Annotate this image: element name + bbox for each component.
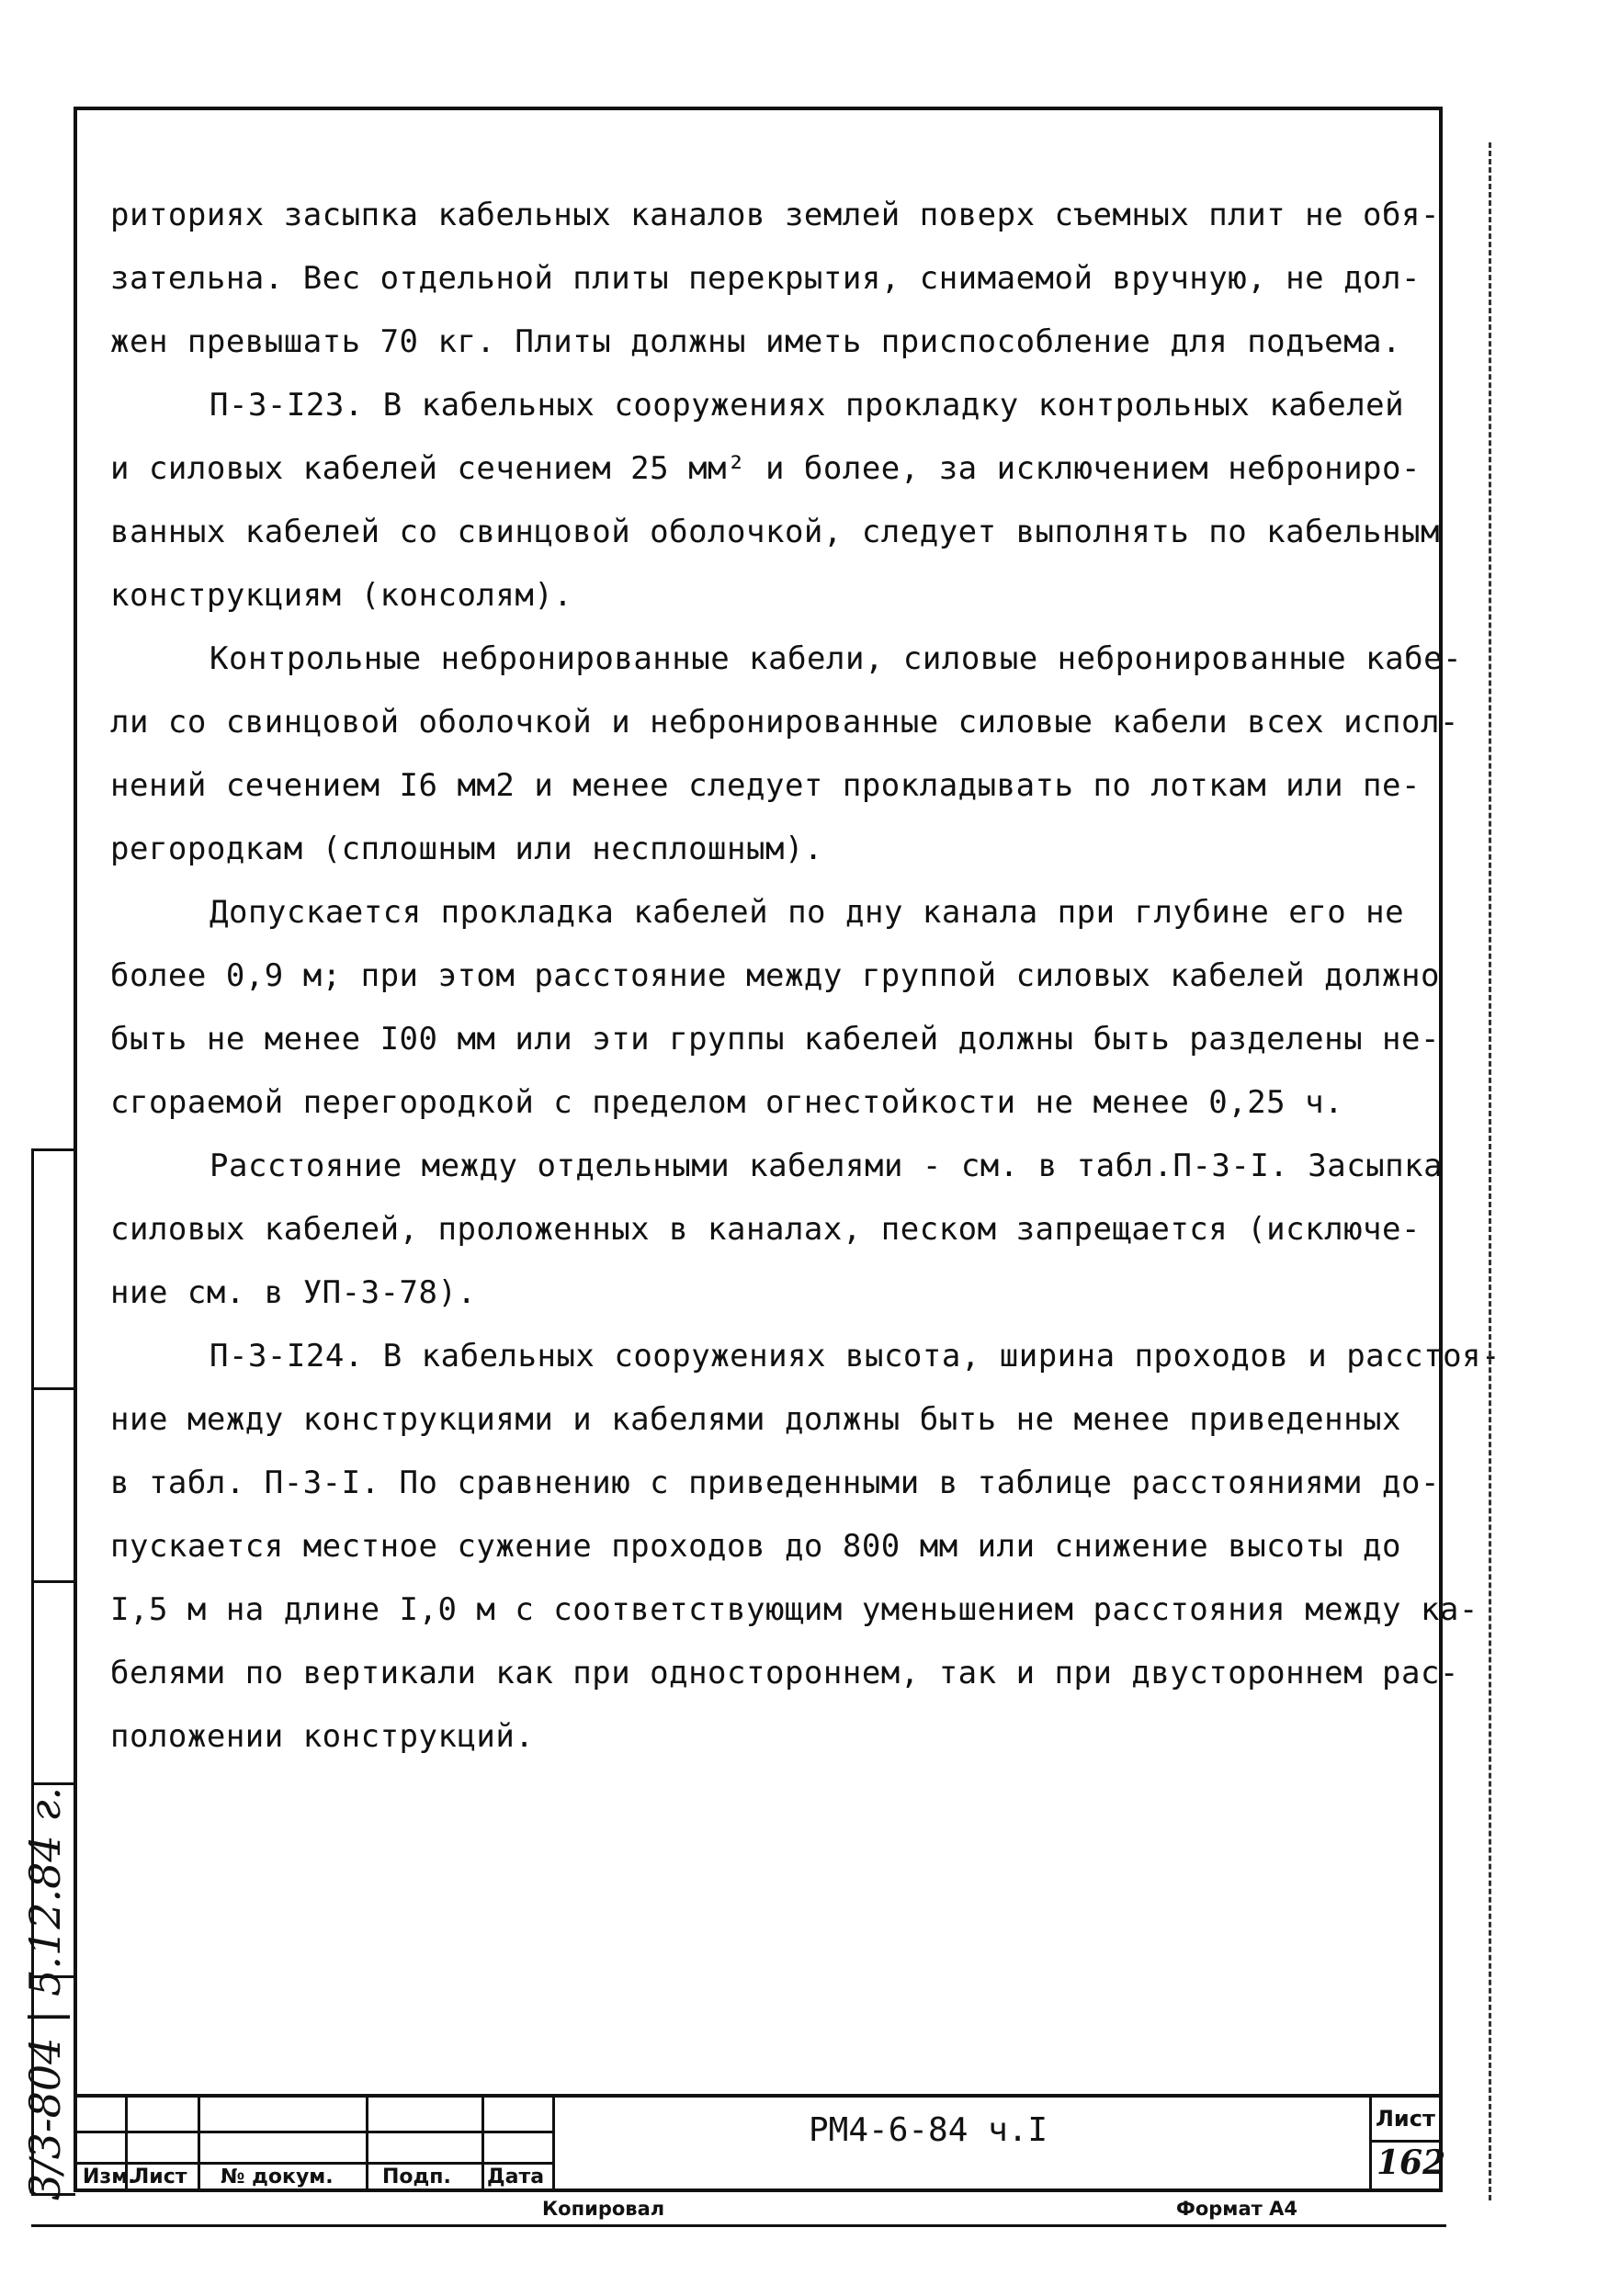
- text-line: зательна. Вес отдельной плиты перекрытия, снимаемой вручную, не дол-: [110, 260, 1421, 297]
- sheet-number: 162: [1376, 2143, 1446, 2182]
- text-line: П-3-I23. В кабельных сооружениях прокладку контрольных кабелей: [210, 387, 1405, 424]
- text-line: ванных кабелей со свинцовой оболочкой, следует выполнять по кабельным: [110, 514, 1440, 550]
- tb-row-line: [74, 2131, 552, 2133]
- text-line: положении конструкций.: [110, 1718, 535, 1755]
- tb-col-doc-no: № докум.: [221, 2166, 334, 2189]
- tb-divider: [366, 2098, 368, 2192]
- margin-stamp: 3/3-804 | 5.12.84 г.: [20, 1786, 70, 2200]
- title-block: [74, 2094, 1446, 2192]
- tb-divider: [481, 2098, 484, 2192]
- text-line: ли со свинцовой оболочкой и небронированные силовые кабели всех испол-: [110, 704, 1459, 741]
- text-line: белями по вертикали как при одностороннем, так и при двустороннем рас-: [110, 1655, 1459, 1691]
- text-line: быть не менее I00 мм или эти группы кабелей должны быть разделены не-: [110, 1021, 1440, 1058]
- text-line: П-3-I24. В кабельных сооружениях высота, ширина проходов и расстоя-: [210, 1338, 1501, 1374]
- text-line: силовых кабелей, проложенных в каналах, песком запрещается (исключе-: [110, 1211, 1421, 1248]
- tb-col-signature: Подп.: [382, 2166, 451, 2189]
- tb-divider: [198, 2098, 200, 2192]
- bottom-rule: [31, 2224, 1446, 2227]
- tb-divider: [1369, 2098, 1372, 2192]
- text-line: I,5 м на длине I,0 м с соответствующим уменьшением расстояния между ка-: [110, 1591, 1478, 1628]
- cut-line: [1489, 142, 1491, 2200]
- text-line: конструкциям (консолям).: [110, 577, 573, 614]
- document-number: РМ4-6-84 ч.I: [809, 2111, 1048, 2149]
- tb-row-line: [1369, 2140, 1443, 2143]
- margin-divider: [31, 1782, 75, 1785]
- tb-col-date: Дата: [487, 2166, 545, 2189]
- text-line: нений сечением I6 мм2 и менее следует прокладывать по лоткам или пе-: [110, 767, 1421, 804]
- body-text: [110, 184, 1501, 1769]
- margin-divider: [31, 1580, 75, 1583]
- text-line: регородкам (сплошным или несплошным).: [110, 831, 823, 867]
- footer-copied: Копировал: [542, 2198, 665, 2220]
- footer-format: Формат А4: [1176, 2198, 1297, 2220]
- text-line: пускается местное сужение проходов до 800 мм или снижение высоты до: [110, 1528, 1401, 1565]
- tb-row-line: [74, 2162, 552, 2165]
- text-line: сгораемой перегородкой с пределом огнестойкости не менее 0,25 ч.: [110, 1084, 1344, 1121]
- text-line: и силовых кабелей сечением 25 мм² и более, за исключением неброниро-: [110, 450, 1421, 487]
- text-line: Допускается прокладка кабелей по дну канала при глубине его не: [210, 894, 1405, 931]
- text-line: риториях засыпка кабельных каналов землей поверх съемных плит не обя-: [110, 197, 1440, 233]
- text-line: жен превышать 70 кг. Плиты должны иметь приспособление для подъема.: [110, 323, 1401, 360]
- text-line: Расстояние между отдельными кабелями - см. в табл.П-3-I. Засыпка: [210, 1148, 1444, 1184]
- text-line: в табл. П-3-I. По сравнению с приведенными в таблице расстояниями до-: [110, 1465, 1440, 1501]
- sheet-label: Лист: [1376, 2106, 1435, 2132]
- text-line: более 0,9 м; при этом расстояние между группой силовых кабелей должно: [110, 957, 1440, 994]
- text-line: ние см. в УП-3-78).: [110, 1274, 477, 1311]
- tb-col-change: Изм.: [83, 2166, 136, 2189]
- text-line: Контрольные небронированные кабели, силовые небронированные кабе-: [210, 640, 1463, 677]
- text-line: ние между конструкциями и кабелями должны быть не менее приведенных: [110, 1401, 1401, 1438]
- tb-col-sheet: Лист: [132, 2166, 187, 2189]
- tb-divider: [552, 2098, 555, 2192]
- margin-divider: [31, 1387, 75, 1390]
